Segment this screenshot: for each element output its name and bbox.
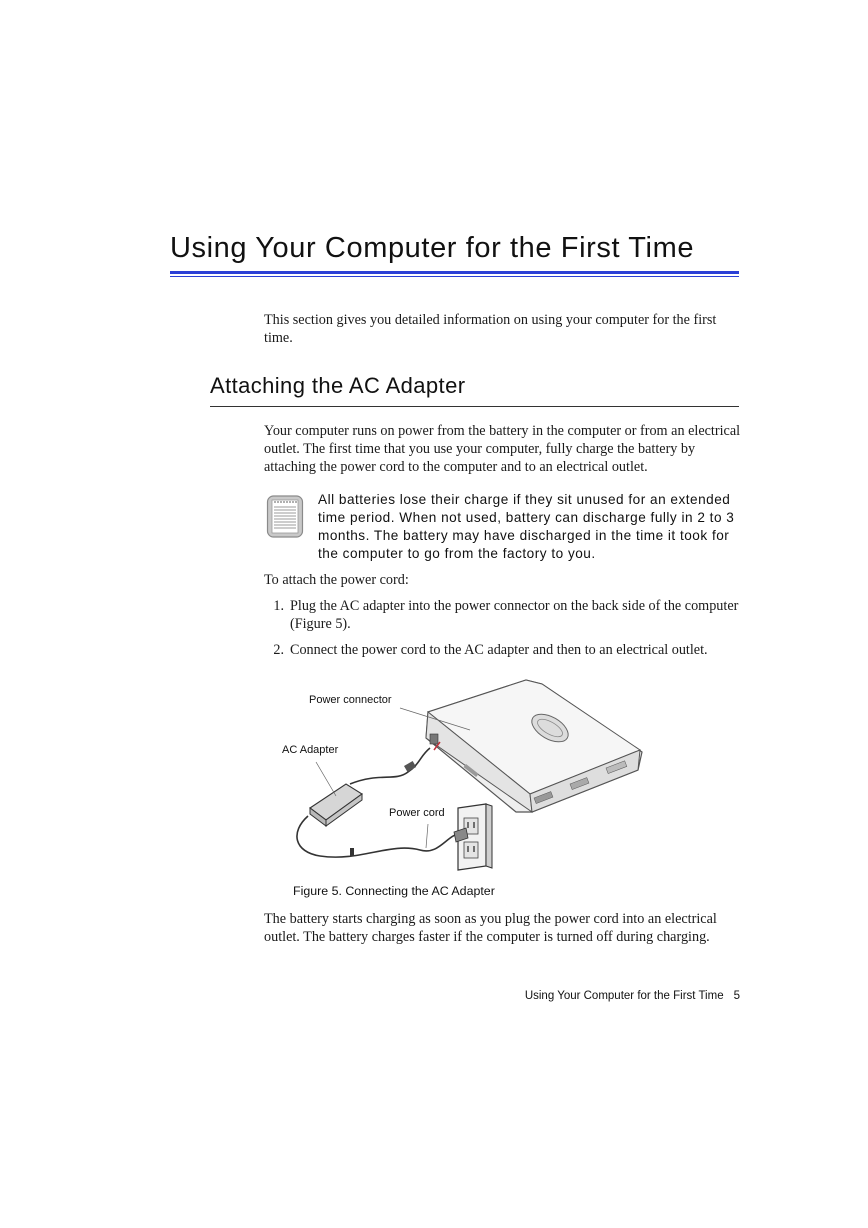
chapter-rule: [170, 271, 739, 274]
laptop-adapter-illustration: [280, 672, 660, 882]
chapter-title: Using Your Computer for the First Time: [170, 232, 695, 264]
page-footer: [430, 990, 740, 1002]
paragraph-charging: The battery starts charging as soon as you plug the power cord into an electrical outlet. The battery charges faster if the computer is turned off during charging.: [264, 911, 717, 945]
list-item: [264, 641, 742, 659]
page-number: 5: [733, 990, 740, 1002]
label-power-connector: Power connector: [309, 694, 392, 706]
step-number: 2.: [273, 642, 284, 658]
step-number: 1.: [273, 598, 284, 614]
list-item: [264, 597, 742, 633]
label-power-cord: Power cord: [389, 807, 445, 819]
paragraph-power-source: Your computer runs on power from the battery in the computer or from an electrical outlet. The first time that you use your computer, fully charge the battery by attaching the power cord to the computer and to an electrical outlet.: [264, 423, 741, 475]
section-rule: [210, 406, 739, 407]
section-title: Attaching the AC Adapter: [210, 373, 466, 398]
label-ac-adapter: AC Adapter: [282, 744, 339, 756]
step-text: Connect the power cord to the AC adapter and then to an electrical outlet.: [290, 642, 708, 658]
step-text: Plug the AC adapter into the power connector on the back side of the computer (Figure 5).: [290, 598, 739, 632]
note-battery-discharge: All batteries lose their charge if they sit unused for an extended time period. When not used, battery can discharge fully in 2 to 3 months. The battery may have discharged in the time it took for the computer to go from the factory to you.: [318, 492, 735, 561]
notepad-icon: [266, 493, 304, 539]
footer-title: Using Your Computer for the First Time: [524, 990, 724, 1002]
figure-caption: Figure 5. Connecting the AC Adapter: [293, 884, 495, 898]
intro-paragraph: This section gives you detailed information on using your computer for the first time.: [264, 312, 717, 346]
chapter-rule-thin: [170, 276, 739, 277]
steps-lead: To attach the power cord:: [264, 572, 409, 588]
